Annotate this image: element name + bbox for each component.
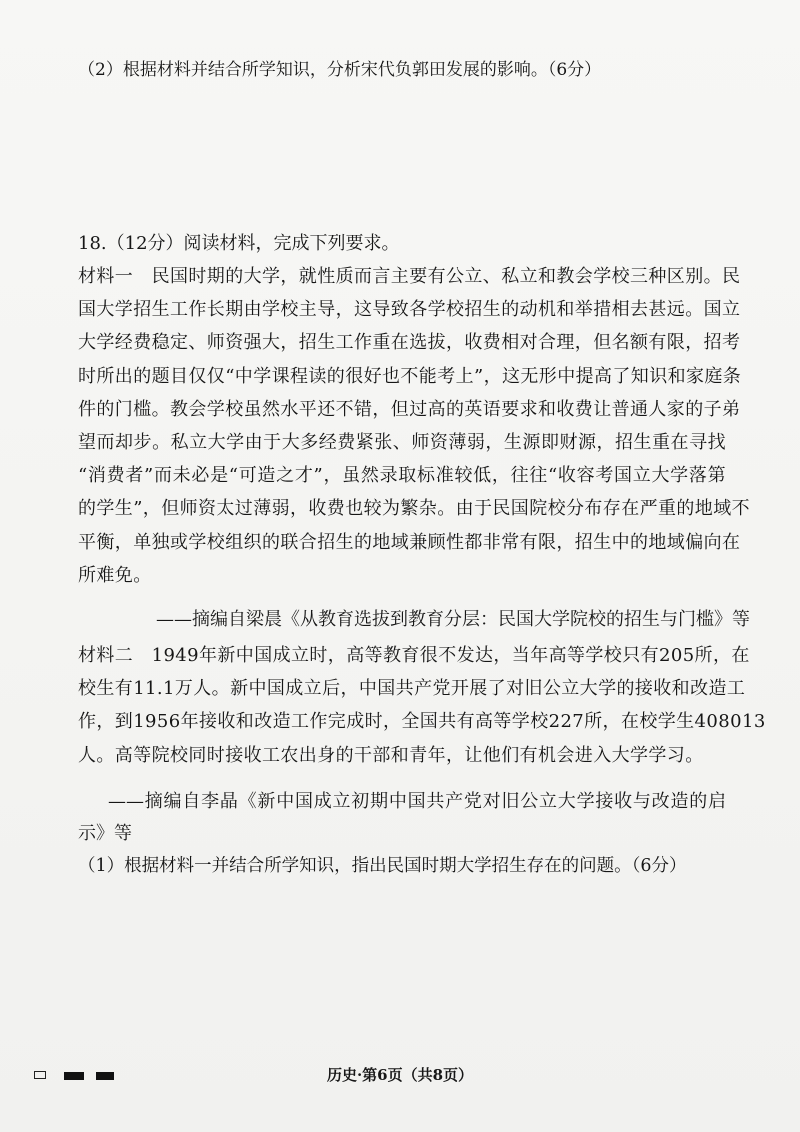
material-1-source: ——摘编自梁晨《从教育选拔到教育分层：民国大学院校的招生与门槛》等: [156, 609, 750, 630]
material-1-line: 的学生”，但师资太过薄弱，收费也较为繁杂。由于民国院校分布存在严重的地域不: [78, 498, 750, 520]
material-2-line: 材料二 1949年新中国成立时，高等教育很不发达，当年高等学校只有205所，在: [78, 645, 750, 666]
material-1-line: 国大学招生工作长期由学校主导，这导致各学校招生的动机和举措相去甚远。国立: [78, 299, 741, 321]
material-1-line: 望而却步。私立大学由于大多经费紧张、师资薄弱，生源即财源，招生重在寻找: [78, 431, 726, 453]
material-2-line: 校生有11.1万人。新中国成立后，中国共产党开展了对旧公立大学的接收和改造工: [78, 678, 746, 700]
material-1-line: 材料一 民国时期的大学，就性质而言主要有公立、私立和教会学校三种区别。民: [78, 266, 741, 287]
page-number: 历史·第6页（共8页）: [326, 1066, 474, 1084]
question-18-1: （1）根据材料一并结合所学知识，指出民国时期大学招生存在的问题。（6分）: [78, 856, 687, 876]
material-1-line: 平衡，单独或学校组织的联合招生的地域兼顾性都非常有限，招生中的地域偏向在: [78, 531, 741, 553]
material-1-line: 所难免。: [78, 564, 152, 586]
material-2-source-cont: 示》等: [78, 823, 132, 844]
material-1: [78, 260, 750, 592]
material-2-line: 作，到1956年接收和改造工作完成时，全国共有高等学校227所，在校学生408013: [78, 711, 766, 733]
material-1-line: 大学经费稳定、师资强大，招生工作重在选拔，收费相对合理，但名额有限，招考: [78, 332, 741, 354]
material-1-line: “消费者”而未必是“可造之才”，虽然录取标准较低，往往“收容考国立大学落第: [78, 465, 726, 487]
material-2-line: 人。高等院校同时接收工农出身的干部和青年，让他们有机会进入大学学习。: [78, 744, 704, 766]
question-18-heading: 18.（12分）阅读材料，完成下列要求。: [78, 233, 400, 254]
material-1-line: 件的门槛。教会学校虽然水平还不错，但过高的英语要求和收费让普通人家的子弟: [78, 398, 741, 420]
material-1-line: 时所出的题目仅仅“中学课程读的很好也不能考上”，这无形中提高了知识和家庭条: [78, 365, 742, 387]
question-17-2: （2）根据材料并结合所学知识，分析宋代负郭田发展的影响。（6分）: [78, 60, 602, 80]
material-2: [78, 639, 766, 772]
material-2-source: ——摘编自李晶《新中国成立初期中国共产党对旧公立大学接收与改造的启: [108, 791, 726, 812]
